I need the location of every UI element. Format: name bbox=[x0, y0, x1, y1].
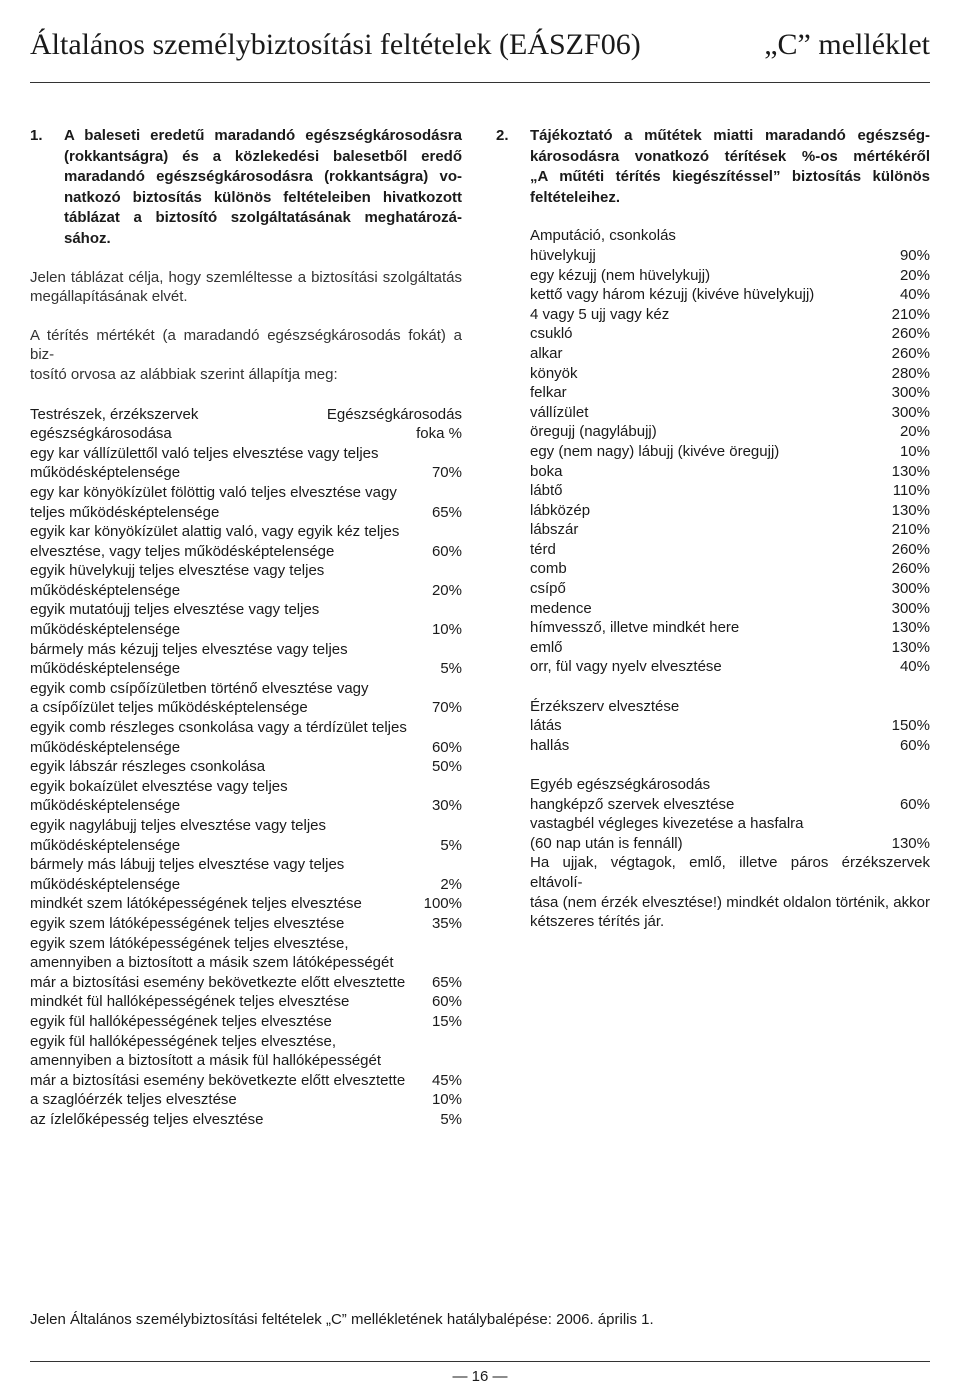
table-row bbox=[530, 540, 930, 560]
row-percent: 130% bbox=[891, 619, 930, 637]
table-row bbox=[30, 894, 462, 914]
row-percent: 130% bbox=[891, 462, 930, 480]
other-note bbox=[530, 853, 930, 931]
row-label: működésképtelensége bbox=[30, 738, 181, 756]
section-2-heading bbox=[496, 126, 930, 208]
row-label: elvesztése, vagy teljes működésképtelensége bbox=[30, 542, 335, 560]
row-percent: 50% bbox=[431, 758, 462, 776]
row-label: egy kar vállízülettől való teljes elvesztése vagy teljes bbox=[30, 444, 379, 462]
table-row bbox=[30, 1071, 462, 1091]
row-label: amennyiben a biztosított a másik szem látóképességét bbox=[30, 954, 394, 972]
row-percent: 150% bbox=[891, 717, 930, 735]
row-percent: 280% bbox=[891, 364, 930, 382]
table-row bbox=[30, 855, 462, 875]
table-row bbox=[30, 1051, 462, 1071]
row-percent: 40% bbox=[899, 658, 930, 676]
row-label: egyik lábszár részleges csonkolása bbox=[30, 758, 266, 776]
row-label: csípő bbox=[530, 580, 566, 598]
table-row bbox=[530, 834, 930, 854]
row-percent: 300% bbox=[891, 403, 930, 421]
table-row bbox=[30, 659, 462, 679]
row-percent: 5% bbox=[440, 1110, 462, 1128]
table-row bbox=[30, 992, 462, 1012]
table-row bbox=[530, 736, 930, 756]
other-table bbox=[530, 795, 930, 854]
row-label: működésképtelensége bbox=[30, 621, 181, 639]
row-percent: 100% bbox=[423, 895, 462, 913]
table-row bbox=[30, 542, 462, 562]
row-label: már a biztosítási esemény bekövetkezte előtt elvesztette bbox=[30, 973, 406, 991]
table-row bbox=[530, 501, 930, 521]
row-label: egy kar könyökízület fölöttig való teljes elvesztése vagy bbox=[30, 483, 397, 501]
row-label: emlő bbox=[530, 638, 563, 656]
row-percent: 5% bbox=[440, 836, 462, 854]
table-row bbox=[30, 875, 462, 895]
table-row bbox=[530, 795, 930, 815]
row-percent: 210% bbox=[891, 305, 930, 323]
row-label: működésképtelensége bbox=[30, 797, 181, 815]
row-percent: 15% bbox=[431, 1012, 462, 1030]
row-label: 4 vagy 5 ujj vagy kéz bbox=[530, 305, 670, 323]
row-label: lábközép bbox=[530, 501, 591, 519]
row-percent: 10% bbox=[431, 1091, 462, 1109]
row-label: egyik comb csípőízületben történő elvesztése vagy bbox=[30, 679, 369, 697]
heading-line: károsodásra vonatkozó térítések %-os mértékéről bbox=[530, 147, 930, 165]
amputation-table bbox=[530, 246, 930, 677]
table-row bbox=[30, 757, 462, 777]
table-row bbox=[30, 1012, 462, 1032]
section-1-number: 1. bbox=[30, 127, 43, 144]
amputation-title: Amputáció, csonkolás bbox=[530, 227, 676, 245]
table-row bbox=[530, 383, 930, 403]
row-label: kettő vagy három kézujj (kivéve hüvelykujj) bbox=[530, 286, 815, 304]
row-label: egy (nem nagy) lábujj (kivéve öregujj) bbox=[530, 442, 780, 460]
row-label: működésképtelensége bbox=[30, 875, 181, 893]
table-row bbox=[530, 716, 930, 736]
row-label: egyik fül hallóképességének teljes elvesztése, bbox=[30, 1032, 337, 1050]
row-label: egyik szem látóképességének teljes elvesztése, bbox=[30, 934, 349, 952]
table-row bbox=[530, 403, 930, 423]
row-label: (60 nap után is fennáll) bbox=[530, 834, 683, 852]
row-label: az ízlelőképesség teljes elvesztése bbox=[30, 1110, 264, 1128]
table-row bbox=[530, 814, 930, 834]
table-row bbox=[30, 522, 462, 542]
row-percent: 300% bbox=[891, 384, 930, 402]
table-row bbox=[30, 581, 462, 601]
row-label: egyik hüvelykujj teljes elvesztése vagy teljes bbox=[30, 562, 325, 580]
row-label: működésképtelensége bbox=[30, 836, 181, 854]
row-label: lábtő bbox=[530, 482, 563, 500]
row-label: egyik fül hallóképességének teljes elvesztése bbox=[30, 1012, 332, 1030]
row-label: mindkét fül hallóképességének teljes elvesztése bbox=[30, 993, 350, 1011]
row-label: térd bbox=[530, 540, 556, 558]
right-column bbox=[496, 126, 930, 932]
left-column bbox=[30, 126, 462, 1130]
table-row bbox=[30, 934, 462, 954]
section-1-heading-text bbox=[64, 126, 462, 250]
table-row bbox=[530, 344, 930, 364]
row-label: a csípőízület teljes működésképtelensége bbox=[30, 699, 308, 717]
row-percent: 20% bbox=[899, 423, 930, 441]
paragraph-line: A térítés mértékét (a maradandó egészségkárosodás fokát) a biz- bbox=[30, 326, 462, 364]
table-row bbox=[30, 973, 462, 993]
row-percent: 70% bbox=[431, 699, 462, 717]
row-label: mindkét szem látóképességének teljes elvesztése bbox=[30, 895, 362, 913]
heading-line: „A műtéti térítés kiegészítéssel” biztosítás különös bbox=[530, 168, 930, 186]
row-percent: 260% bbox=[891, 325, 930, 343]
heading-line: sához. bbox=[64, 229, 111, 247]
heading-line: feltételeihez. bbox=[530, 188, 621, 206]
header-divider bbox=[30, 82, 930, 83]
table-row bbox=[530, 246, 930, 266]
table-row bbox=[530, 422, 930, 442]
table-row bbox=[30, 483, 462, 503]
row-label: működésképtelensége bbox=[30, 464, 181, 482]
table-row bbox=[30, 600, 462, 620]
row-percent: 10% bbox=[899, 442, 930, 460]
table-row bbox=[530, 520, 930, 540]
table-row bbox=[30, 444, 462, 464]
row-percent: 60% bbox=[899, 795, 930, 813]
row-label: egyik bokaízület elvesztése vagy teljes bbox=[30, 777, 288, 795]
table-row bbox=[530, 285, 930, 305]
section-2-number: 2. bbox=[496, 127, 509, 144]
paragraph-line: tása (nem érzék elvesztése!) mindkét oldalon történik, akkor bbox=[530, 893, 930, 911]
row-label: a szaglóérzék teljes elvesztése bbox=[30, 1091, 237, 1109]
row-percent: 10% bbox=[431, 621, 462, 639]
paragraph-line: tosító orvosa az alábbiak szerint állapítja meg: bbox=[30, 365, 338, 383]
table-row bbox=[30, 561, 462, 581]
row-label: csukló bbox=[530, 325, 573, 343]
row-label: egyik mutatóujj teljes elvesztése vagy teljes bbox=[30, 601, 320, 619]
row-label: működésképtelensége bbox=[30, 581, 181, 599]
table-row bbox=[30, 777, 462, 797]
table-row bbox=[30, 953, 462, 973]
row-label: alkar bbox=[530, 344, 563, 362]
row-percent: 35% bbox=[431, 914, 462, 932]
heading-line: maradandó egészségkárosodásra (rokkantságra) vo- bbox=[64, 168, 462, 186]
heading-line: táblázat a biztosító szolgáltatásának meghatározá- bbox=[64, 209, 462, 227]
section-2-heading-text bbox=[530, 126, 930, 208]
effective-date-note: Jelen Általános személybiztosítási feltételek „C” mellékletének hatálybalépése: 2006. április 1. bbox=[30, 1311, 654, 1328]
heading-line: (rokkantságra) és a közlekedési balesetből eredő bbox=[64, 147, 462, 165]
row-percent: 65% bbox=[431, 973, 462, 991]
other-title: Egyéb egészségkárosodás bbox=[530, 776, 711, 793]
row-percent: 210% bbox=[891, 521, 930, 539]
table-row bbox=[30, 503, 462, 523]
row-label: egyik comb részleges csonkolása vagy a térdízület teljes bbox=[30, 719, 407, 737]
table-row bbox=[30, 640, 462, 660]
row-percent: 60% bbox=[431, 993, 462, 1011]
table-row bbox=[30, 816, 462, 836]
row-label: egyik nagylábujj teljes elvesztése vagy teljes bbox=[30, 817, 326, 834]
row-label: amennyiben a biztosított a másik fül hallóképességét bbox=[30, 1052, 382, 1070]
row-percent: 260% bbox=[891, 344, 930, 362]
senses-table bbox=[530, 716, 930, 755]
row-label: felkar bbox=[530, 384, 567, 402]
row-percent: 65% bbox=[431, 503, 462, 521]
row-label: bármely más kézujj teljes elvesztése vagy teljes bbox=[30, 640, 348, 658]
table-row bbox=[30, 836, 462, 856]
row-label: bármely más lábujj teljes elvesztése vagy teljes bbox=[30, 856, 345, 874]
table-row bbox=[30, 620, 462, 640]
annex-label: „C” melléklet bbox=[764, 28, 930, 61]
section-1-rule bbox=[30, 326, 462, 385]
paragraph-line: megállapításának elvét. bbox=[30, 288, 188, 306]
table-row bbox=[30, 679, 462, 699]
table-row bbox=[530, 559, 930, 579]
row-label: hímvessző, illetve mindkét here bbox=[530, 619, 740, 637]
row-percent: 30% bbox=[431, 797, 462, 815]
table-row bbox=[530, 266, 930, 286]
injury-table bbox=[30, 444, 462, 1130]
table-row bbox=[530, 442, 930, 462]
table-row bbox=[530, 462, 930, 482]
row-label: látás bbox=[530, 717, 562, 735]
row-percent: 130% bbox=[891, 834, 930, 852]
row-percent: 70% bbox=[431, 464, 462, 482]
table-header bbox=[30, 405, 462, 444]
table-row bbox=[530, 324, 930, 344]
row-percent: 20% bbox=[431, 581, 462, 599]
table-row bbox=[530, 481, 930, 501]
row-label: működésképtelensége bbox=[30, 660, 181, 678]
table-row bbox=[30, 718, 462, 738]
table-row bbox=[530, 638, 930, 658]
row-percent: 60% bbox=[431, 738, 462, 756]
row-label: könyök bbox=[530, 364, 578, 382]
row-label: comb bbox=[530, 560, 567, 578]
row-label: teljes működésképtelensége bbox=[30, 503, 220, 521]
row-percent: 45% bbox=[431, 1071, 462, 1089]
footer-divider bbox=[30, 1361, 930, 1362]
table-row bbox=[30, 738, 462, 758]
paragraph-line: Jelen táblázat célja, hogy szemléltesse a biztosítási szolgáltatás bbox=[30, 268, 462, 286]
row-percent: 130% bbox=[891, 638, 930, 656]
row-label: már a biztosítási esemény bekövetkezte előtt elvesztette bbox=[30, 1071, 406, 1089]
table-row bbox=[530, 657, 930, 677]
heading-line: natkozó biztosítás különös feltételeiben hivatkozott bbox=[64, 188, 462, 206]
senses-title: Érzékszerv elvesztése bbox=[530, 697, 680, 715]
row-percent: 110% bbox=[892, 482, 930, 500]
row-label: boka bbox=[530, 462, 563, 480]
table-row bbox=[30, 796, 462, 816]
row-percent: 300% bbox=[891, 580, 930, 598]
table-header-col2-cont: foka % bbox=[416, 425, 462, 443]
section-1-intro bbox=[30, 268, 462, 307]
row-label: egyik kar könyökízület alattig való, vagy egyik kéz teljes bbox=[30, 523, 400, 541]
row-label: hangképző szervek elvesztése bbox=[530, 795, 735, 813]
row-percent: 5% bbox=[440, 660, 462, 678]
table-row bbox=[530, 618, 930, 638]
row-label: lábszár bbox=[530, 521, 579, 539]
table-row bbox=[30, 1090, 462, 1110]
row-percent: 300% bbox=[891, 599, 930, 617]
row-percent: 40% bbox=[899, 286, 930, 304]
row-label: medence bbox=[530, 599, 592, 617]
table-row bbox=[30, 914, 462, 934]
row-label: egy kézujj (nem hüvelykujj) bbox=[530, 266, 711, 284]
row-percent: 60% bbox=[431, 542, 462, 560]
row-label: hallás bbox=[530, 736, 570, 754]
document-title: Általános személybiztosítási feltételek (EÁSZF06) bbox=[30, 28, 641, 61]
heading-line: Tájékoztató a műtétek miatti maradandó egészség- bbox=[530, 127, 930, 144]
row-percent: 60% bbox=[899, 736, 930, 754]
row-percent: 2% bbox=[440, 875, 462, 893]
paragraph-line: kétszeres térítés jár. bbox=[530, 913, 665, 931]
row-label: orr, fül vagy nyelv elvesztése bbox=[530, 658, 722, 676]
table-row bbox=[30, 1032, 462, 1052]
row-label: vállízület bbox=[530, 403, 589, 421]
table-header-col1: Testrészek, érzékszervek bbox=[30, 405, 199, 423]
row-label: egyik szem látóképességének teljes elvesztése bbox=[30, 914, 345, 932]
table-header-col2: Egészségkárosodás bbox=[326, 405, 462, 423]
section-1-heading bbox=[30, 126, 462, 250]
row-percent: 260% bbox=[891, 540, 930, 558]
surgery-tables bbox=[496, 208, 930, 931]
table-row bbox=[530, 305, 930, 325]
paragraph-line: Ha ujjak, végtagok, emlő, illetve páros érzékszervek eltávolí- bbox=[530, 854, 930, 891]
table-row bbox=[30, 698, 462, 718]
table-row bbox=[530, 599, 930, 619]
table-row bbox=[30, 463, 462, 483]
page-number: — 16 — bbox=[452, 1368, 508, 1385]
table-row bbox=[530, 579, 930, 599]
table-header-col1-cont: egészségkárosodása bbox=[30, 425, 172, 443]
table-row bbox=[530, 364, 930, 384]
row-label: hüvelykujj bbox=[530, 246, 596, 264]
row-percent: 260% bbox=[891, 560, 930, 578]
row-label: vastagbél végleges kivezetése a hasfalra bbox=[530, 815, 804, 833]
row-percent: 90% bbox=[899, 246, 930, 264]
row-percent: 20% bbox=[899, 266, 930, 284]
row-label: öregujj (nagylábujj) bbox=[530, 423, 657, 441]
table-row bbox=[30, 1110, 462, 1130]
heading-line: A baleseti eredetű maradandó egészségkárosodásra bbox=[64, 127, 462, 144]
row-percent: 130% bbox=[891, 501, 930, 519]
